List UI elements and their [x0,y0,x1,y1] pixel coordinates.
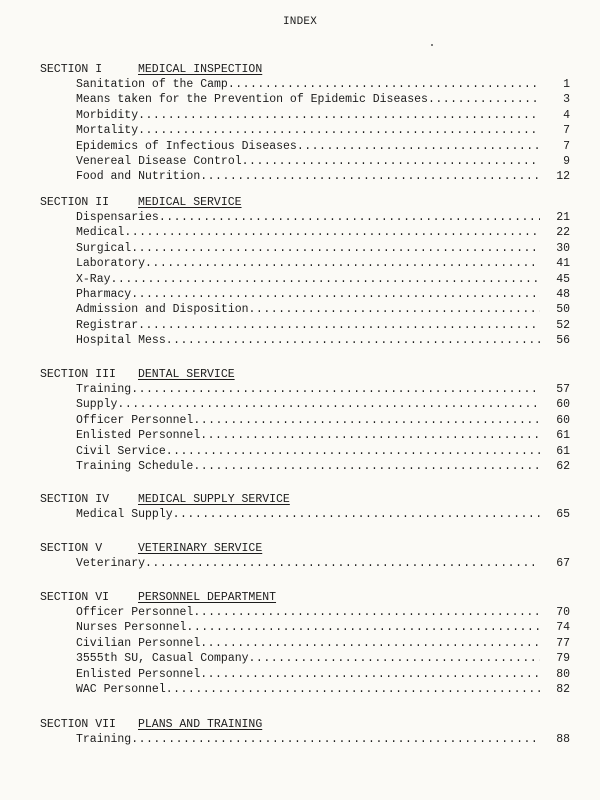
section-title: MEDICAL SERVICE [138,196,242,209]
entry-page-number: 52 [556,318,570,332]
index-entry [40,169,570,184]
section-heading [40,590,570,605]
index-entry [40,302,570,317]
entry-label: Venereal Disease Control [76,154,242,168]
dot-leader [131,732,540,747]
entry-label: WAC Personnel [76,682,166,696]
index-entry [40,287,570,302]
entry-page-number: 30 [556,241,570,255]
entry-label: Medical Supply [76,508,173,521]
dot-leader [111,272,540,287]
index-entry [40,77,570,92]
section-heading [40,367,570,382]
index-entry [40,732,570,747]
section-title: MEDICAL INSPECTION [138,63,263,76]
index-section [40,62,570,185]
entry-page-number: 88 [556,733,570,746]
entry-label: Enlisted Personnel [76,667,201,681]
dot-leader [124,225,540,240]
entry-page-number: 60 [556,413,570,427]
index-section [40,590,570,697]
index-entry [40,123,570,138]
entry-page-number: 7 [563,139,570,153]
index-entry [40,667,570,682]
index-entry [40,682,570,697]
entry-page-number: 9 [563,154,570,168]
index-entry [40,154,570,169]
entry-label: X-Ray [76,272,111,286]
entry-label: Pharmacy [76,287,132,301]
page-title: INDEX [282,16,317,28]
index-entry [40,318,570,333]
section-heading [40,195,570,210]
entry-label: Enlisted Personnel [76,429,201,443]
entry-label: Sanitation of the Camp [76,78,228,91]
entry-label: Surgical [76,241,132,255]
dot-leader [166,682,540,697]
entry-label: Epidemics of Infectious Diseases [76,139,297,153]
dot-leader [173,507,540,522]
dot-leader [117,397,540,412]
entry-page-number: 70 [556,606,570,619]
section-title: DENTAL SERVICE [138,368,235,381]
section-title: PLANS AND TRAINING [138,718,263,731]
section-number: SECTION III [40,368,116,381]
dot-leader [242,154,540,169]
section-number: SECTION VI [40,591,110,604]
entry-label: Training [76,383,132,396]
entry-label: Hospital Mess [76,334,166,348]
entry-label: Dispensaries [76,211,159,224]
dot-leader [228,77,540,92]
dot-leader [193,459,540,474]
index-entry [40,333,570,348]
index-entry [40,225,570,240]
entry-label: Officer Personnel [76,606,194,619]
entry-label: Supply [76,398,118,412]
entry-label: Laboratory [76,257,146,271]
entry-page-number: 65 [556,508,570,521]
index-section [40,541,570,571]
dot-leader [131,241,540,256]
dot-leader [193,413,540,428]
section-number: SECTION V [40,542,103,555]
entry-page-number: 79 [556,652,570,666]
dot-leader [200,428,540,443]
entry-label: Admission and Disposition [76,303,249,317]
dot-leader [428,92,540,107]
section-title: VETERINARY SERVICE [138,542,263,555]
paper-speck [431,44,433,46]
dot-leader [145,256,540,271]
index-entry [40,108,570,123]
entry-label: Registrar [76,318,139,332]
dot-leader [159,210,540,225]
dot-leader [193,605,540,620]
index-entry [40,620,570,635]
dot-leader [249,302,540,317]
entry-page-number: 48 [556,287,570,301]
dot-leader [138,318,540,333]
entry-page-number: 22 [556,226,570,240]
dot-leader [200,169,540,184]
entry-page-number: 57 [556,383,570,396]
index-entry [40,556,570,571]
index-entry [40,413,570,428]
entry-page-number: 62 [556,459,570,473]
index-section [40,367,570,474]
index-entry [40,507,570,522]
entry-page-number: 1 [563,78,570,91]
entry-page-number: 77 [556,636,570,650]
entry-page-number: 60 [556,398,570,412]
entry-label: Nurses Personnel [76,621,187,635]
entry-label: Training Schedule [76,459,194,473]
entry-page-number: 67 [556,557,570,570]
entry-page-number: 82 [556,682,570,696]
index-section [40,717,570,747]
index-entry [40,605,570,620]
entry-page-number: 4 [563,108,570,122]
dot-leader [131,382,540,397]
section-title: MEDICAL SUPPLY SERVICE [138,493,290,506]
section-heading [40,492,570,507]
index-entry [40,256,570,271]
section-number: SECTION II [40,196,110,209]
index-section [40,195,570,349]
entry-page-number: 12 [556,170,570,184]
entry-label: Mortality [76,124,139,138]
entry-label: Means taken for the Prevention of Epidemic Diseases [76,93,428,107]
entry-page-number: 45 [556,272,570,286]
section-number: SECTION VII [40,718,116,731]
entry-label: Training [76,733,132,746]
dot-leader [145,556,540,571]
entry-page-number: 80 [556,667,570,681]
index-entry [40,459,570,474]
section-title: PERSONNEL DEPARTMENT [138,591,277,604]
entry-page-number: 61 [556,429,570,443]
dot-leader [186,620,540,635]
section-number: SECTION I [40,63,103,76]
entry-page-number: 41 [556,257,570,271]
index-entry [40,651,570,666]
entry-label: Veterinary [76,557,146,570]
entry-page-number: 61 [556,444,570,458]
index-entry [40,241,570,256]
index-entry [40,210,570,225]
index-entry [40,397,570,412]
entry-page-number: 50 [556,303,570,317]
dot-leader [166,444,540,459]
entry-label: Civilian Personnel [76,636,201,650]
entry-label: Civil Service [76,444,166,458]
entry-page-number: 21 [556,211,570,224]
dot-leader [138,108,540,123]
section-number: SECTION IV [40,493,110,506]
entry-label: Morbidity [76,108,139,122]
index-entry [40,636,570,651]
dot-leader [138,123,540,138]
index-entry [40,92,570,107]
entry-page-number: 74 [556,621,570,635]
index-section [40,492,570,522]
dot-leader [131,287,540,302]
entry-label: Food and Nutrition [76,170,201,184]
dot-leader [297,139,540,154]
dot-leader [200,636,540,651]
entry-label: Medical [76,226,125,240]
entry-label: Officer Personnel [76,413,194,427]
index-entry [40,428,570,443]
entry-page-number: 3 [563,93,570,107]
section-heading [40,541,570,556]
index-entry [40,382,570,397]
section-heading [40,717,570,732]
section-heading [40,62,570,77]
dot-leader [249,651,540,666]
entry-page-number: 56 [556,334,570,348]
dot-leader [200,667,540,682]
entry-label: 3555th SU, Casual Company [76,652,249,666]
entry-page-number: 7 [563,124,570,138]
index-entry [40,444,570,459]
index-entry [40,272,570,287]
dot-leader [166,333,540,348]
index-entry [40,139,570,154]
